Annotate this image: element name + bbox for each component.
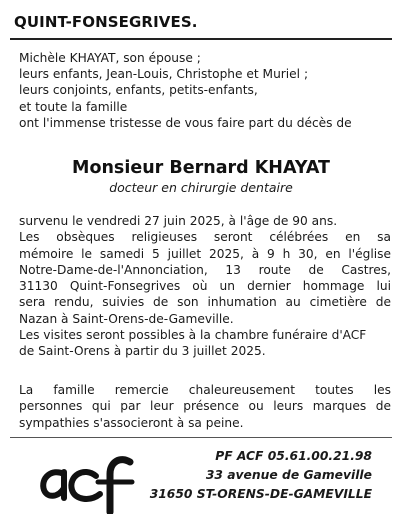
body-line: Notre-Dame-de-l'Annonciation, 13 route de Castres,	[19, 262, 391, 277]
body-line: de Saint-Orens à partir du 3 juillet 2025.	[19, 344, 266, 359]
ceremony-details	[19, 213, 391, 360]
top-divider	[10, 38, 392, 40]
family-line: et toute la famille	[19, 99, 128, 114]
body-line: sera rendu, suivies de son inhumation au cimetière de	[19, 295, 391, 310]
body-line: Nazan à Saint-Orens-de-Gameville.	[19, 311, 234, 326]
body-line: Les visites seront possibles à la chambre funéraire d'ACF	[19, 328, 367, 343]
body-line: Les obsèques religieuses seront célébrées en sa	[19, 230, 391, 245]
town-heading: QUINT-FONSEGRIVES.	[14, 13, 198, 31]
thanks-paragraph	[19, 382, 391, 431]
body-line: mémoire le samedi 5 juillet 2025, à 9 h 30, en l'église	[19, 246, 391, 261]
bottom-divider	[10, 437, 392, 438]
obituary-notice	[10, 10, 392, 515]
funeral-home-city: 31650 ST-ORENS-DE-GAMEVILLE	[149, 487, 372, 501]
deceased-profession: docteur en chirurgie dentaire	[109, 180, 293, 195]
acf-logo-icon	[34, 452, 144, 514]
funeral-home-contact	[142, 447, 372, 504]
funeral-home-address: 33 avenue de Gameville	[205, 468, 372, 482]
deceased-name: Monsieur Bernard KHAYAT	[72, 158, 330, 178]
family-line: ont l'immense tristesse de vous faire part du décès de	[19, 115, 352, 130]
family-line: leurs conjoints, enfants, petits-enfants,	[19, 83, 258, 98]
thanks-line: personnes qui par leur présence ou leurs marques de	[19, 399, 391, 414]
thanks-line: sympathies s'associeront à sa peine.	[19, 415, 244, 430]
body-line: 31130 Quint-Fonsegrives où un dernier hommage lui	[19, 279, 391, 294]
family-line: leurs enfants, Jean-Louis, Christophe et Muriel ;	[19, 67, 309, 82]
family-line: Michèle KHAYAT, son épouse ;	[19, 51, 201, 65]
body-line: survenu le vendredi 27 juin 2025, à l'âge de 90 ans.	[19, 214, 338, 228]
family-announcement	[19, 50, 391, 131]
thanks-line: La famille remercie chaleureusement toutes les	[19, 383, 391, 397]
funeral-home-phone: PF ACF 05.61.00.21.98	[215, 449, 372, 463]
